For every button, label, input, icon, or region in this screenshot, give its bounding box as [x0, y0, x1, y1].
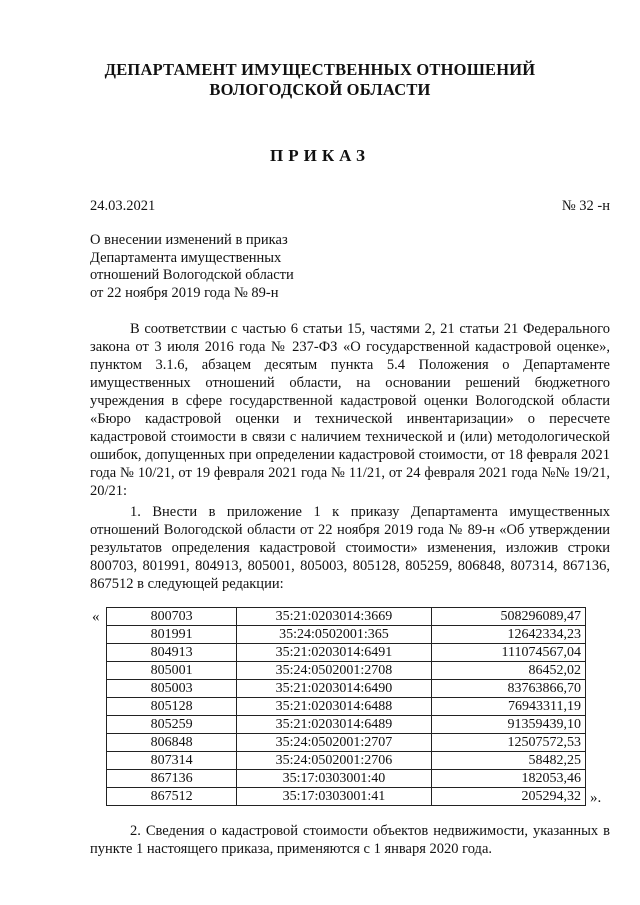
header-line-2: ВОЛОГОДСКОЙ ОБЛАСТИ — [209, 80, 431, 99]
cadastral-number-cell: 35:21:0203014:6489 — [237, 716, 431, 734]
table-row — [107, 716, 586, 734]
cadastral-value-cell: 12642334,23 — [431, 626, 585, 644]
row-number-cell: 805003 — [107, 680, 237, 698]
clause-1-paragraph: 1. Внести в приложение 1 к приказу Департамента имущественных отношений Вологодской области от 22 ноября 2019 года № 89-н «Об утверждении результатов определения кадастровой стоимости» изменения, изложив строки 800703, 801991, 804913, 805001, 805003, 805128, 805259, 806848, 807314, 867136, 867512 в следующей редакции: — [90, 504, 610, 592]
row-number-cell: 804913 — [107, 644, 237, 662]
cadastral-value-cell: 508296089,47 — [431, 608, 585, 626]
row-number-cell: 805128 — [107, 698, 237, 716]
cadastral-number-cell: 35:24:0502001:2706 — [237, 752, 431, 770]
order-subject — [90, 232, 350, 302]
cadastral-number-cell: 35:24:0502001:365 — [237, 626, 431, 644]
subject-line: от 22 ноября 2019 года № 89-н — [90, 284, 279, 301]
table-row — [107, 698, 586, 716]
order-number: № 32 -н — [561, 198, 610, 214]
table-row — [107, 626, 586, 644]
cadastral-value-cell: 205294,32 — [431, 788, 585, 806]
cadastral-value-cell: 182053,46 — [431, 770, 585, 788]
cadastral-value-cell: 58482,25 — [431, 752, 585, 770]
row-number-cell: 867512 — [107, 788, 237, 806]
cadastral-number-cell: 35:17:0303001:41 — [237, 788, 431, 806]
cadastral-number-cell: 35:21:0203014:6491 — [237, 644, 431, 662]
department-header — [0, 60, 640, 100]
subject-line: отношений Вологодской области — [90, 267, 294, 283]
document-title: ПРИКАЗ — [270, 146, 370, 165]
table-row — [107, 770, 586, 788]
subject-line: О внесении изменений в приказ — [90, 232, 288, 248]
cadastral-value-cell: 76943311,19 — [431, 698, 585, 716]
table-row — [107, 680, 586, 698]
table-row — [107, 644, 586, 662]
table-row — [107, 662, 586, 680]
cadastral-value-cell: 111074567,04 — [431, 644, 585, 662]
table-row — [107, 752, 586, 770]
quote-close-mark: ». — [590, 790, 602, 806]
cadastral-number-cell: 35:24:0502001:2708 — [237, 662, 431, 680]
clause-2-paragraph: 2. Сведения о кадастровой стоимости объектов недвижимости, указанных в пункте 1 настоящего приказа, применяются с 1 января 2020 года. — [90, 823, 610, 857]
row-number-cell: 801991 — [107, 626, 237, 644]
quote-open-mark: « — [92, 609, 100, 625]
cadastral-value-table — [106, 607, 586, 806]
row-number-cell: 805001 — [107, 662, 237, 680]
table-row — [107, 734, 586, 752]
cadastral-number-cell: 35:21:0203014:3669 — [237, 608, 431, 626]
row-number-cell: 806848 — [107, 734, 237, 752]
row-number-cell: 805259 — [107, 716, 237, 734]
cadastral-number-cell: 35:24:0502001:2707 — [237, 734, 431, 752]
header-line-1: ДЕПАРТАМЕНТ ИМУЩЕСТВЕННЫХ ОТНОШЕНИЙ — [104, 60, 536, 79]
row-number-cell: 807314 — [107, 752, 237, 770]
cadastral-number-cell: 35:21:0203014:6490 — [237, 680, 431, 698]
row-number-cell: 800703 — [107, 608, 237, 626]
cadastral-value-cell: 86452,02 — [431, 662, 585, 680]
subject-line: Департамента имущественных — [90, 249, 282, 266]
cadastral-number-cell: 35:17:0303001:40 — [237, 770, 431, 788]
cadastral-number-cell: 35:21:0203014:6488 — [237, 698, 431, 716]
cadastral-value-cell: 91359439,10 — [431, 716, 585, 734]
preamble-paragraph: В соответствии с частью 6 статьи 15, частями 2, 21 статьи 21 Федерального закона от 3 июля 2016 года № 237-ФЗ «О государственной кадастровой оценке», пунктом 3.1.6, абзацем десятым пункта 5.4 Положения о Департаменте имущественных отношений области, на основании решений бюджетного учреждения в сфере государственной кадастровой оценки Вологодской области «Бюро кадастровой оценки и технической инвентаризации» о пересчете кадастровой стоимости в связи с наличием технической и (или) методологической ошибок, допущенных при определении кадастровой стоимости, от 18 февраля 2021 года № 10/21, от 19 февраля 2021 года № 11/21, от 24 февраля 2021 года №№ 19/21, 20/21: — [90, 321, 610, 499]
order-date: 24.03.2021 — [90, 198, 156, 214]
row-number-cell: 867136 — [107, 770, 237, 788]
cadastral-value-cell: 12507572,53 — [431, 734, 585, 752]
table-row — [107, 788, 586, 806]
table-row — [107, 608, 586, 626]
cadastral-value-cell: 83763866,70 — [431, 680, 585, 698]
